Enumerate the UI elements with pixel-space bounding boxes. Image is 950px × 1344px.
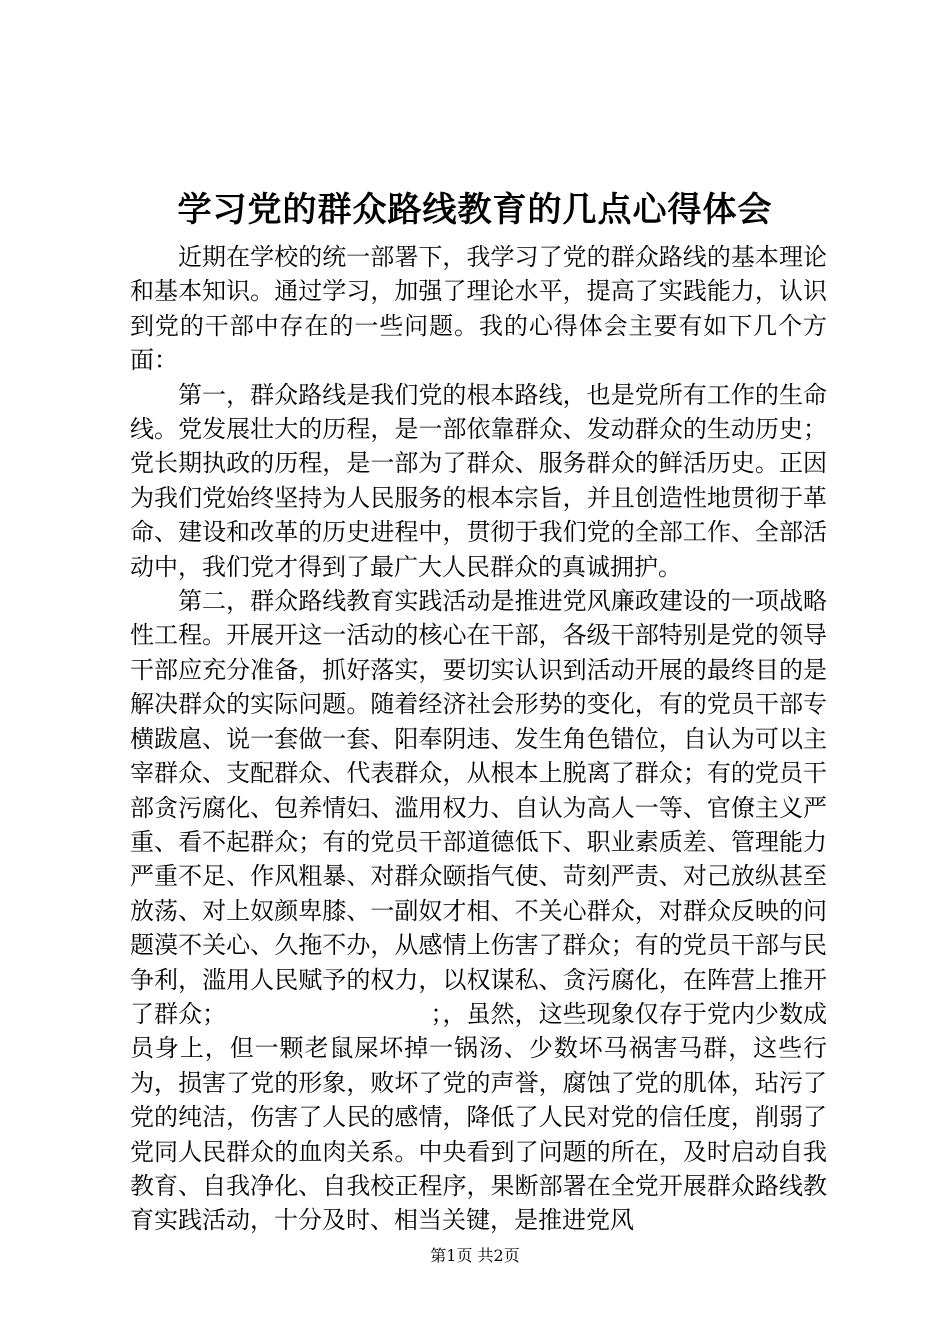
paragraph-point-one: 第一，群众路线是我们党的根本路线，也是党所有工作的生命线。党发展壮大的历程，是一部依靠群众、发动群众的生动历史；党长期执政的历程，是一部为了群众、服务群众的鲜活历史。正因为我们党始终坚持为人民服务的根本宗旨，并且创造性地贯彻于革命、建设和改革的历史进程中，贯彻于我们党的全部工作、全部活动中，我们党才得到了最广大人民群众的真诚拥护。 (130, 380, 827, 581)
document-body (130, 240, 827, 1238)
page-title: 学习党的群众路线教育的几点心得体会 (177, 190, 773, 230)
paragraph-intro: 近期在学校的统一部署下，我学习了党的群众路线的基本理论和基本知识。通过学习，加强了理论水平，提高了实践能力，认识到党的干部中存在的一些问题。我的心得体会主要有如下几个方面： (130, 243, 827, 375)
paragraph-point-two: 第二，群众路线教育实践活动是推进党风廉政建设的一项战略性工程。开展开这一活动的核心在干部，各级干部特别是党的领导干部应充分准备，抓好落实，要切实认识到活动开展的最终目的是解决群众的实际问题。随着经济社会形势的变化，有的党员干部专横跋扈、说一套做一套、阳奉阴违、发生角色错位，自认为可以主宰群众、支配群众、代表群众，从根本上脱离了群众；有的党员干部贪污腐化、包养情妇、滥用权力、自认为高人一等、官僚主义严重、看不起群众；有的党员干部道德低下、职业素质差、管理能力严重不足、作风粗暴、对群众颐指气使、苛刻严责、对己放纵甚至放荡、对上奴颜卑膝、一副奴才相、不关心群众，对群众反映的问题漠不关心、久拖不办，从感情上伤害了群众；有的党员干部与民争利，滥用人民赋予的权力，以权谋私、贪污腐化，在阵营上推开了群众； ；，虽然，这些现象仅存于党内少数成员身上，但一颗老鼠屎坏掉一锅汤、少数坏马祸害马群，这些行为，损害了党的形象，败坏了党的声誉，腐蚀了党的肌体，玷污了党的纯洁，伤害了人民的感情，降低了人民对党的信任度，削弱了党同人民群众的血肉关系。中央看到了问题的所在，及时启动自我教育、自我净化、自我校正程序，果断部署在全党开展群众路线教育实践活动，十分及时、相当关键，是推进党风 (130, 587, 827, 1235)
page-number-footer: 第1页 共2页 (430, 1246, 520, 1265)
